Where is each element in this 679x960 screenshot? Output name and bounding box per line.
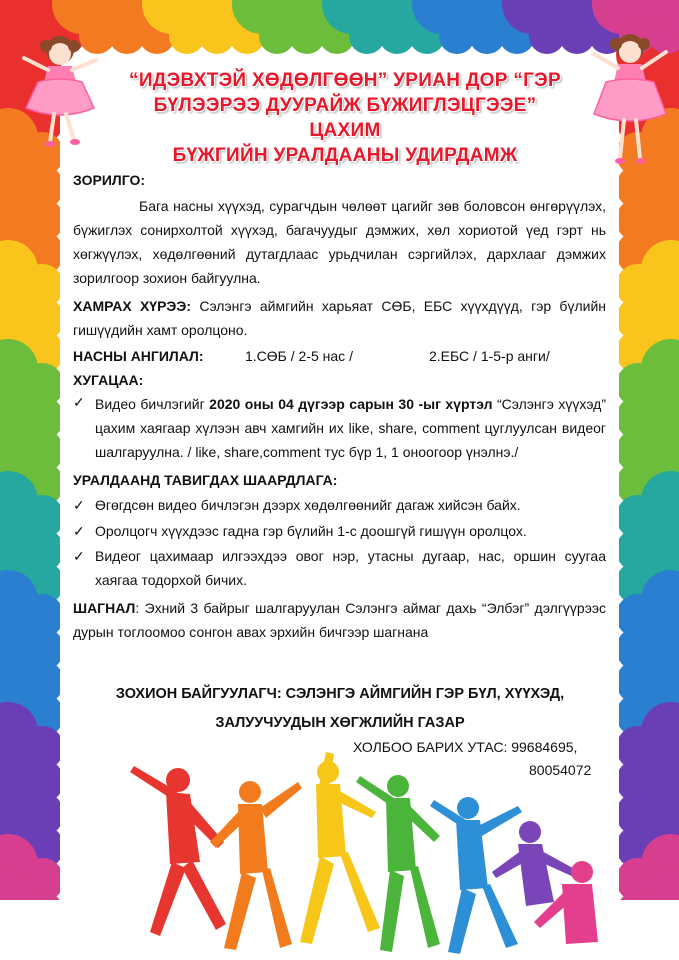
prize-text: : Эхний 3 байрыг шалгаруулан Сэлэнгэ аймаг дахь “Элбэг” дэлгүүрээс дурын тоглоомоо сонгон авах эрхийн бичгээр шагнана: [73, 600, 606, 640]
title-line-1: “ИДЭВХТЭЙ ХӨДӨЛГӨӨН” УРИАН ДОР “ГЭР: [129, 70, 561, 91]
time-deadline: 2020 оны 04 дүгээр сарын 30 -ыг хүртэл: [209, 396, 493, 412]
dancing-girl-left-illustration: [10, 30, 110, 150]
title-line-3: БҮЖГИЙН УРАЛДААНЫ УДИРДАМЖ: [172, 145, 518, 166]
goal-heading: ЗОРИЛГО:: [73, 172, 146, 188]
age-heading: НАСНЫ АНГИЛАЛ:: [73, 348, 204, 364]
dancing-girl-right-illustration: [582, 28, 678, 168]
page-title: [120, 68, 570, 168]
time-text-pre: Видео бичлэгийг: [95, 396, 210, 412]
goal-text: Бага насны хүүхэд, сурагчдын чөлөөт цагийг зөв боловсон өнгөрүүлэх, бүжиглэх сонирхолтой хүүхэд, багачуудыг дэмжих, хөл хориотой үед гэрт нь хөгжүүлэх, хөдөлгөөний дутагдлаас урьдчилан сэргийлэх, дархлааг дэмжих зорилгоор зохион байгуулна.: [73, 198, 606, 286]
dancer-yellow: [300, 752, 380, 944]
time-text: [95, 392, 606, 464]
scope-paragraph: [73, 294, 606, 342]
title-line-2: БҮЛЭЭРЭЭ ДУУРАЙЖ БҮЖИГЛЭЦГЭЭЕ” ЦАХИМ: [153, 95, 537, 141]
time-item: [73, 392, 606, 464]
dancers-silhouette-illustration: [130, 752, 600, 960]
contact-phone-2: 80054072: [529, 762, 592, 778]
requirement-text: Видеог цахимаар илгээхдээ овог нэр, утасны дугаар, нас, оршин суугаа хаягаа тодорхой бичих.: [95, 548, 606, 588]
organizer-line-2: ЗАЛУУЧУУДЫН ХӨГЖЛИЙН ГАЗАР: [215, 715, 465, 731]
requirement-text: Оролцогч хүүхдээс гадна гэр бүлийн 1-с доошгүй гишүүн оролцох.: [95, 523, 527, 539]
requirement-text: Өгөгдсөн видео бичлэгэн дээрх хөдөлгөөнийг дагаж хийсэн байх.: [95, 497, 521, 513]
checkmark-icon: ✓: [73, 548, 85, 564]
dancer-blue: [430, 797, 522, 954]
checkmark-icon: ✓: [73, 394, 85, 410]
age-category-row: [73, 344, 606, 368]
organizer-line-1: ЗОХИОН БАЙГУУЛАГЧ: СЭЛЭНГЭ АЙМГИЙН ГЭР БҮЛ, ХҮҮХЭД,: [115, 686, 565, 702]
requirement-item: [73, 518, 606, 544]
checkmark-icon: ✓: [73, 497, 85, 513]
organizer-block: [90, 680, 590, 738]
announcement-body: [73, 170, 606, 644]
dancer-red: [130, 766, 226, 936]
age-group-2: 2.ЕБС / 1-5-р анги/: [429, 348, 550, 364]
prize-paragraph: [73, 596, 606, 644]
time-heading: ХУГАЦАА:: [73, 372, 144, 388]
requirements-heading: УРАЛДААНД ТАВИГДАХ ШААРДЛАГА:: [73, 472, 338, 488]
time-text-post: “Сэлэнгэ хүүхэд” цахим хаягаар хүлээн авч хамгийн их like, share, comment цуглуулсан видеог шалгаруулна. / like, share,comment тус бүр 1, 1 оноогоор үнэлнэ./: [95, 396, 607, 460]
scope-text: Сэлэнгэ аймгийн харьяат СӨБ, ЕБС хүүхдүүд, гэр бүлийн гишүүдийн хамт оролцоно.: [73, 298, 606, 338]
contact-label: ХОЛБОО БАРИХ УТАС: 99684695,: [353, 739, 578, 755]
age-group-1: 1.СӨБ / 2-5 нас /: [245, 348, 353, 364]
checkmark-icon: ✓: [73, 523, 85, 539]
requirement-item: [73, 544, 606, 592]
prize-heading: ШАГНАЛ: [73, 600, 136, 616]
scope-heading: ХАМРАХ ХҮРЭЭ:: [73, 298, 192, 314]
requirement-item: [73, 492, 606, 518]
